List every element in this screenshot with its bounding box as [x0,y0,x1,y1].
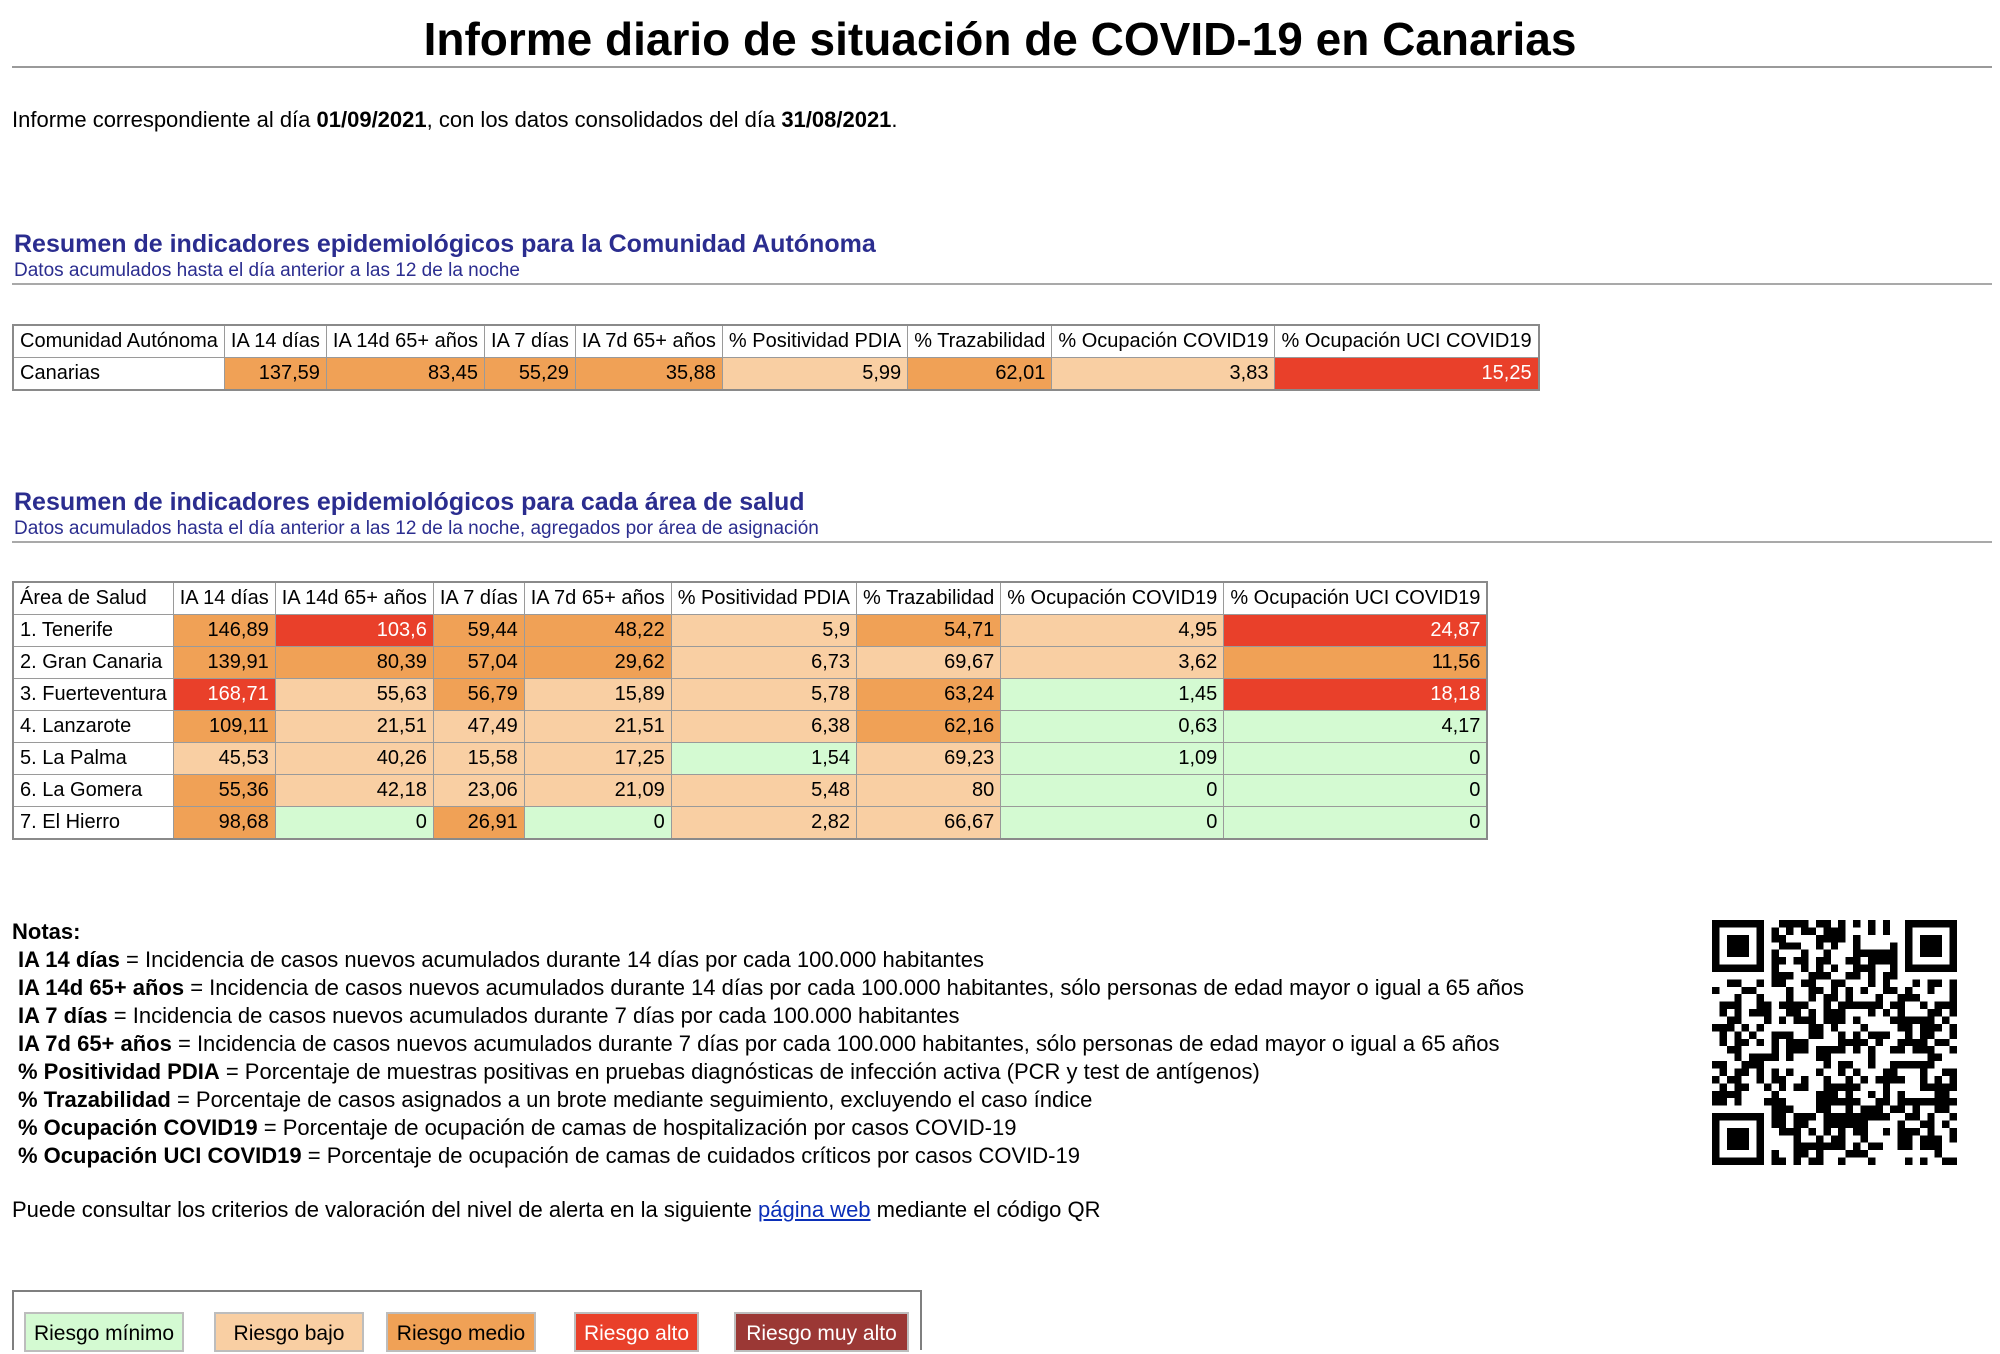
note-description: = Porcentaje de ocupación de camas de hospitalización por casos COVID-19 [257,1115,1017,1140]
table-row [13,775,1487,807]
note-term: % Ocupación UCI COVID19 [18,1143,302,1168]
value-cell: 5,78 [671,679,856,711]
note-description: = Incidencia de casos nuevos acumulados durante 7 días por cada 100.000 habitantes [107,1003,960,1028]
value-cell: 69,23 [857,743,1001,775]
value-cell: 83,45 [326,358,484,391]
note-item [12,1030,1524,1058]
table-header-row [13,325,1539,358]
value-cell: 40,26 [275,743,433,775]
note-item [12,1086,1524,1114]
value-cell: 80 [857,775,1001,807]
legend-muy-alto: Riesgo muy alto [734,1312,909,1352]
value-cell: 4,17 [1224,711,1488,743]
notes-heading: Notas: [12,919,81,944]
legend-minimo: Riesgo mínimo [24,1312,184,1352]
value-cell: 26,91 [433,807,524,840]
note-item [12,1142,1524,1170]
value-cell: 55,36 [173,775,275,807]
value-cell: 80,39 [275,647,433,679]
row-name-cell: 5. La Palma [13,743,173,775]
section-divider [12,283,1992,285]
column-header: % Positividad PDIA [722,325,907,358]
value-cell: 0 [1001,807,1224,840]
value-cell: 109,11 [173,711,275,743]
value-cell: 57,04 [433,647,524,679]
column-header: % Ocupación COVID19 [1001,582,1224,615]
column-header: IA 7d 65+ años [575,325,722,358]
notes-section [12,918,1524,1170]
value-cell: 137,59 [224,358,326,391]
value-cell: 17,25 [524,743,671,775]
note-description: = Porcentaje de casos asignados a un brote mediante seguimiento, excluyendo el caso índice [170,1087,1093,1112]
section-divider [12,541,1992,543]
value-cell: 47,49 [433,711,524,743]
intro-prefix: Informe correspondiente al día [12,107,317,132]
value-cell: 139,91 [173,647,275,679]
notes-list [12,946,1524,1170]
column-header: IA 14d 65+ años [275,582,433,615]
value-cell: 59,44 [433,615,524,647]
value-cell: 63,24 [857,679,1001,711]
value-cell: 15,25 [1275,358,1539,391]
value-cell: 168,71 [173,679,275,711]
table-row [13,647,1487,679]
intro-middle: , con los datos consolidados del día [426,107,782,132]
comunidad-indicators-table [12,324,1540,391]
value-cell: 3,62 [1001,647,1224,679]
value-cell: 18,18 [1224,679,1488,711]
value-cell: 35,88 [575,358,722,391]
consult-prefix: Puede consultar los criterios de valoración del nivel de alerta en la siguiente [12,1197,758,1222]
column-header: % Trazabilidad [908,325,1052,358]
value-cell: 29,62 [524,647,671,679]
note-term: % Positividad PDIA [18,1059,220,1084]
value-cell: 62,01 [908,358,1052,391]
value-cell: 5,9 [671,615,856,647]
row-name-cell: Canarias [13,358,224,391]
row-name-cell: 1. Tenerife [13,615,173,647]
value-cell: 42,18 [275,775,433,807]
row-name-cell: 7. El Hierro [13,807,173,840]
data-date: 31/08/2021 [781,107,892,132]
note-item [12,974,1524,1002]
row-name-cell: 2. Gran Canaria [13,647,173,679]
value-cell: 5,99 [722,358,907,391]
section-title-areas: Resumen de indicadores epidemiológicos para cada área de salud [14,488,805,516]
note-term: IA 14d 65+ años [18,975,185,1000]
table-header-row [13,582,1487,615]
value-cell: 6,38 [671,711,856,743]
value-cell: 103,6 [275,615,433,647]
value-cell: 21,09 [524,775,671,807]
value-cell: 0 [1224,807,1488,840]
value-cell: 69,67 [857,647,1001,679]
risk-legend [12,1290,922,1350]
value-cell: 0 [1224,743,1488,775]
note-description: = Porcentaje de muestras positivas en pruebas diagnósticas de infección activa (PCR y test de antígenos) [219,1059,1260,1084]
value-cell: 0 [275,807,433,840]
column-header: IA 14 días [173,582,275,615]
column-header: % Positividad PDIA [671,582,856,615]
value-cell: 2,82 [671,807,856,840]
report-intro [12,106,898,134]
note-description: = Incidencia de casos nuevos acumulados durante 14 días por cada 100.000 habitantes, sólo personas de edad mayor o igual a 65 años [184,975,1524,1000]
value-cell: 4,95 [1001,615,1224,647]
value-cell: 21,51 [524,711,671,743]
note-item [12,946,1524,974]
consult-suffix: mediante el código QR [870,1197,1101,1222]
column-header: Comunidad Autónoma [13,325,224,358]
value-cell: 54,71 [857,615,1001,647]
note-item [12,1002,1524,1030]
value-cell: 15,89 [524,679,671,711]
note-description: = Incidencia de casos nuevos acumulados durante 7 días por cada 100.000 habitantes, sólo personas de edad mayor o igual a 65 años [171,1031,1500,1056]
row-name-cell: 4. Lanzarote [13,711,173,743]
note-item [12,1058,1524,1086]
section-subtitle-areas: Datos acumulados hasta el día anterior a las 12 de la noche, agregados por área de asignación [14,518,819,539]
row-name-cell: 3. Fuerteventura [13,679,173,711]
section-subtitle-comunidad: Datos acumulados hasta el día anterior a las 12 de la noche [14,260,520,281]
value-cell: 15,58 [433,743,524,775]
legend-bajo: Riesgo bajo [214,1312,364,1352]
value-cell: 1,54 [671,743,856,775]
value-cell: 23,06 [433,775,524,807]
value-cell: 1,09 [1001,743,1224,775]
value-cell: 55,29 [485,358,576,391]
value-cell: 11,56 [1224,647,1488,679]
column-header: % Trazabilidad [857,582,1001,615]
row-name-cell: 6. La Gomera [13,775,173,807]
value-cell: 0 [1001,775,1224,807]
intro-suffix: . [891,107,898,132]
area-indicators-table [12,581,1488,840]
value-cell: 0 [524,807,671,840]
table-row [13,679,1487,711]
note-term: IA 14 días [18,947,120,972]
note-term: % Ocupación COVID19 [18,1115,258,1140]
table-row [13,807,1487,840]
value-cell: 1,45 [1001,679,1224,711]
note-term: % Trazabilidad [18,1087,171,1112]
value-cell: 21,51 [275,711,433,743]
table-row [13,743,1487,775]
column-header: IA 7 días [433,582,524,615]
column-header: % Ocupación COVID19 [1052,325,1275,358]
table-row [13,711,1487,743]
table-row [13,615,1487,647]
value-cell: 66,67 [857,807,1001,840]
value-cell: 55,63 [275,679,433,711]
note-item [12,1114,1524,1142]
column-header: IA 14 días [224,325,326,358]
value-cell: 0,63 [1001,711,1224,743]
criteria-web-link[interactable]: página web [758,1197,871,1222]
note-term: IA 7d 65+ años [18,1031,172,1056]
value-cell: 24,87 [1224,615,1488,647]
value-cell: 3,83 [1052,358,1275,391]
value-cell: 98,68 [173,807,275,840]
value-cell: 0 [1224,775,1488,807]
title-divider [12,66,1992,68]
column-header: IA 14d 65+ años [326,325,484,358]
table-row [13,358,1539,391]
qr-code [1712,920,1957,1165]
value-cell: 5,48 [671,775,856,807]
value-cell: 45,53 [173,743,275,775]
value-cell: 62,16 [857,711,1001,743]
note-description: = Incidencia de casos nuevos acumulados durante 14 días por cada 100.000 habitantes [119,947,985,972]
column-header: IA 7 días [485,325,576,358]
legend-alto: Riesgo alto [574,1312,699,1352]
column-header: % Ocupación UCI COVID19 [1224,582,1488,615]
value-cell: 48,22 [524,615,671,647]
column-header: Área de Salud [13,582,173,615]
legend-medio: Riesgo medio [386,1312,536,1352]
value-cell: 6,73 [671,647,856,679]
value-cell: 56,79 [433,679,524,711]
report-date: 01/09/2021 [316,107,427,132]
note-description: = Porcentaje de ocupación de camas de cuidados críticos por casos COVID-19 [301,1143,1080,1168]
section-title-comunidad: Resumen de indicadores epidemiológicos para la Comunidad Autónoma [14,230,876,258]
consult-text [12,1196,1100,1224]
page-title: Informe diario de situación de COVID-19 en Canarias [423,13,1577,65]
note-term: IA 7 días [18,1003,108,1028]
value-cell: 146,89 [173,615,275,647]
column-header: IA 7d 65+ años [524,582,671,615]
column-header: % Ocupación UCI COVID19 [1275,325,1539,358]
